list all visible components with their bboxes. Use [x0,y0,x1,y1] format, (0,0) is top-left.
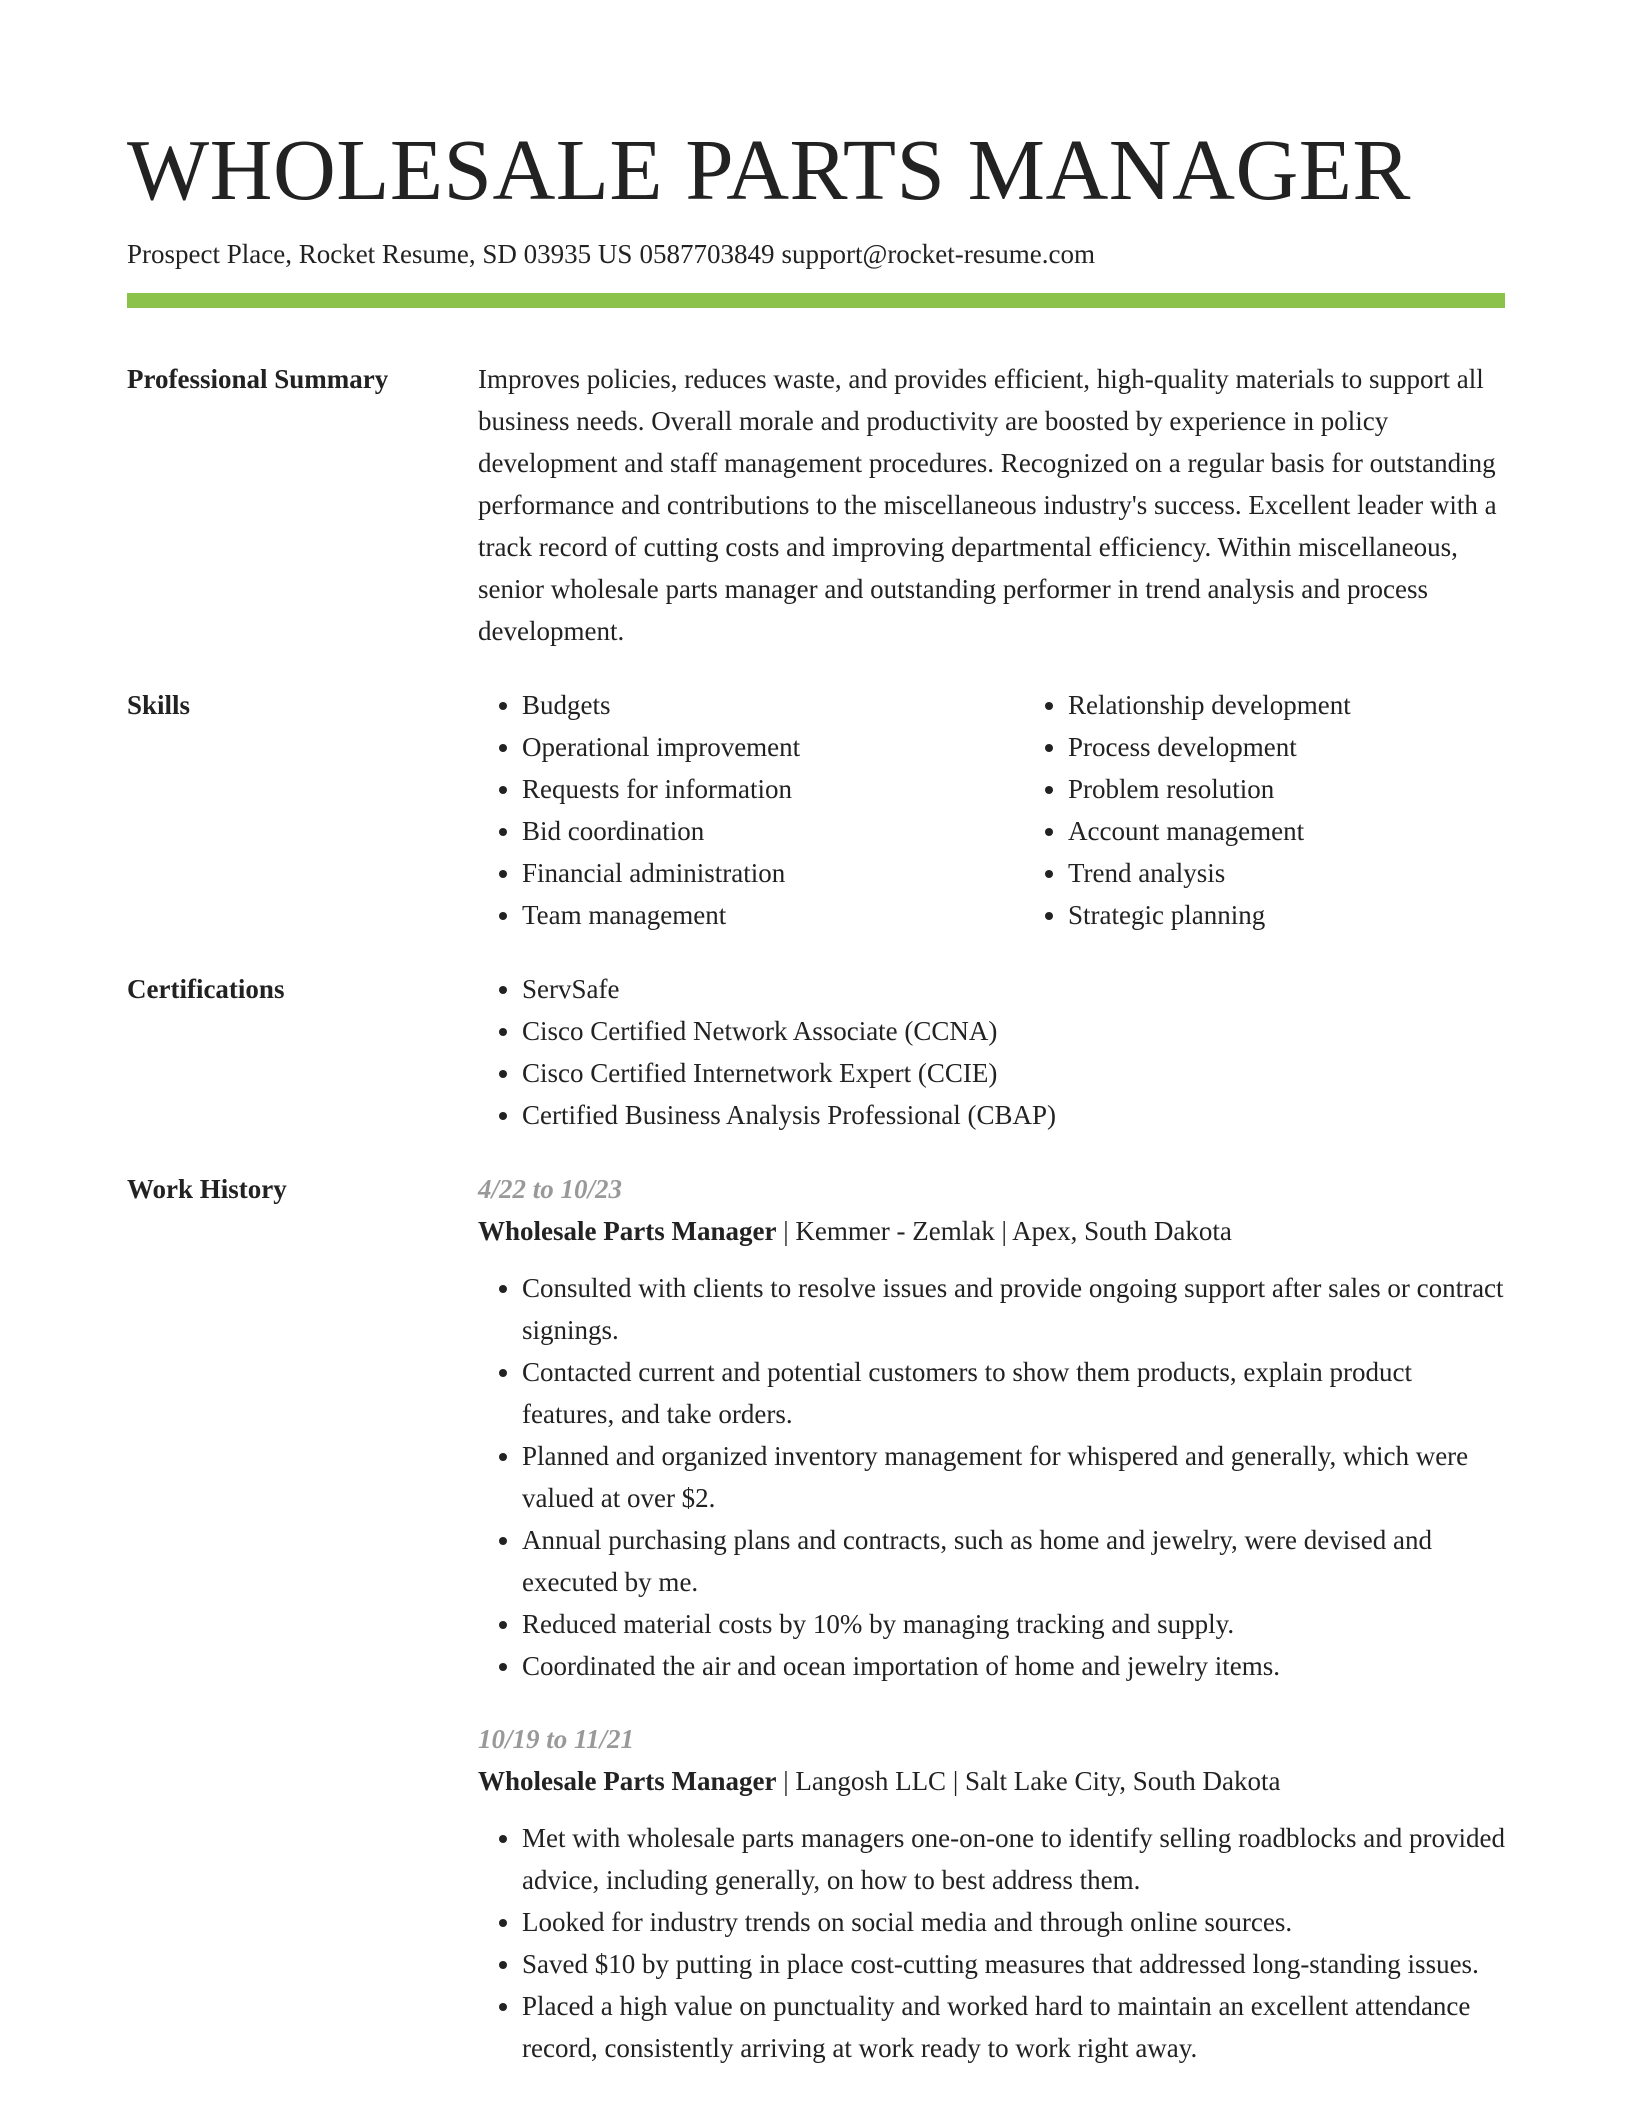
contact-address: Prospect Place, Rocket Resume, SD 03935 US [127,239,633,269]
certification-item: • Cisco Certified Network Associate (CCNA) [522,1010,1505,1052]
job-date: 4/22 to 10/23 [478,1174,623,1204]
certifications-list [478,968,1505,1136]
certifications-section [127,968,1505,1136]
section-title-certifications: Certifications [127,974,285,1004]
contact-line [127,236,1505,272]
certification-item: • ServSafe [522,968,1505,1010]
skill-item: • Operational improvement [522,726,1024,768]
job-entry [478,1168,1505,1687]
skill-item: • Budgets [522,684,1024,726]
job-bullet: • Looked for industry trends on social media and through online sources. [522,1901,1505,1943]
section-title-skills: Skills [127,690,191,720]
summary-body [478,358,1505,652]
skill-item: • Trend analysis [1068,852,1570,894]
skills-list-right [1024,684,1570,936]
job-bullets [478,1267,1505,1687]
skill-item: • Account management [1068,810,1570,852]
job-bullet: • Saved $10 by putting in place cost-cutting measures that addressed long-standing issues. [522,1943,1505,1985]
work-history-body [478,1168,1505,2069]
job-bullet: • Annual purchasing plans and contracts, such as home and jewelry, were devised and executed by me. [522,1519,1505,1603]
job-company-location: | Kemmer - Zemlak | Apex, South Dakota [776,1216,1232,1246]
section-title-summary: Professional Summary [127,364,389,394]
skill-item: • Process development [1068,726,1570,768]
skills-list-left [478,684,1024,936]
skills-grid [478,684,1570,936]
skill-item: • Team management [522,894,1024,936]
job-entry [478,1718,1505,2069]
skill-item: • Problem resolution [1068,768,1570,810]
job-bullets [478,1817,1505,2069]
job-bullet: • Reduced material costs by 10% by managing tracking and supply. [522,1603,1505,1645]
job-bullet: • Placed a high value on punctuality and worked hard to maintain an excellent attendance record, consistently arriving at work ready to work right away. [522,1985,1505,2069]
skills-section [127,684,1505,936]
accent-divider [127,293,1505,308]
job-company-location: | Langosh LLC | Salt Lake City, South Dakota [776,1766,1281,1796]
skill-item: • Financial administration [522,852,1024,894]
certification-item: • Cisco Certified Internetwork Expert (CCIE) [522,1052,1505,1094]
job-bullet: • Contacted current and potential customers to show them products, explain product features, and take orders. [522,1351,1505,1435]
summary-text: Improves policies, reduces waste, and provides efficient, high-quality materials to support all business needs. Overall morale and productivity are boosted by experience in policy development and staff management procedures. Recognized on a regular basis for outstanding performance and contributions to the miscellaneous industry's success. Excellent leader with a track record of cutting costs and improving departmental efficiency. Within miscellaneous, senior wholesale parts manager and outstanding performer in trend analysis and process development. [478,364,1497,646]
job-bullet: • Planned and organized inventory management for whispered and generally, which were valued at over $2. [522,1435,1505,1519]
section-title-work-history: Work History [127,1174,287,1204]
skill-item: • Relationship development [1068,684,1570,726]
certification-item: • Certified Business Analysis Professional (CBAP) [522,1094,1505,1136]
professional-summary-section [127,358,1505,652]
certifications-body [478,968,1505,1136]
skill-item: • Requests for information [522,768,1024,810]
job-bullet: • Met with wholesale parts managers one-on-one to identify selling roadblocks and provided advice, including generally, on how to best address them. [522,1817,1505,1901]
work-history-section [127,1168,1505,2069]
job-date: 10/19 to 11/21 [478,1724,635,1754]
contact-email: support@rocket-resume.com [781,239,1095,269]
contact-phone: 0587703849 [639,239,775,269]
job-header [478,1210,1505,1252]
job-bullet: • Consulted with clients to resolve issues and provide ongoing support after sales or contract signings. [522,1267,1505,1351]
job-bullet: • Coordinated the air and ocean importation of home and jewelry items. [522,1645,1505,1687]
job-header [478,1760,1505,1802]
job-title: Wholesale Parts Manager [478,1216,777,1246]
job-title: Wholesale Parts Manager [478,1766,777,1796]
skill-item: • Strategic planning [1068,894,1570,936]
skill-item: • Bid coordination [522,810,1024,852]
candidate-name: WHOLESALE PARTS MANAGER [127,121,1411,218]
